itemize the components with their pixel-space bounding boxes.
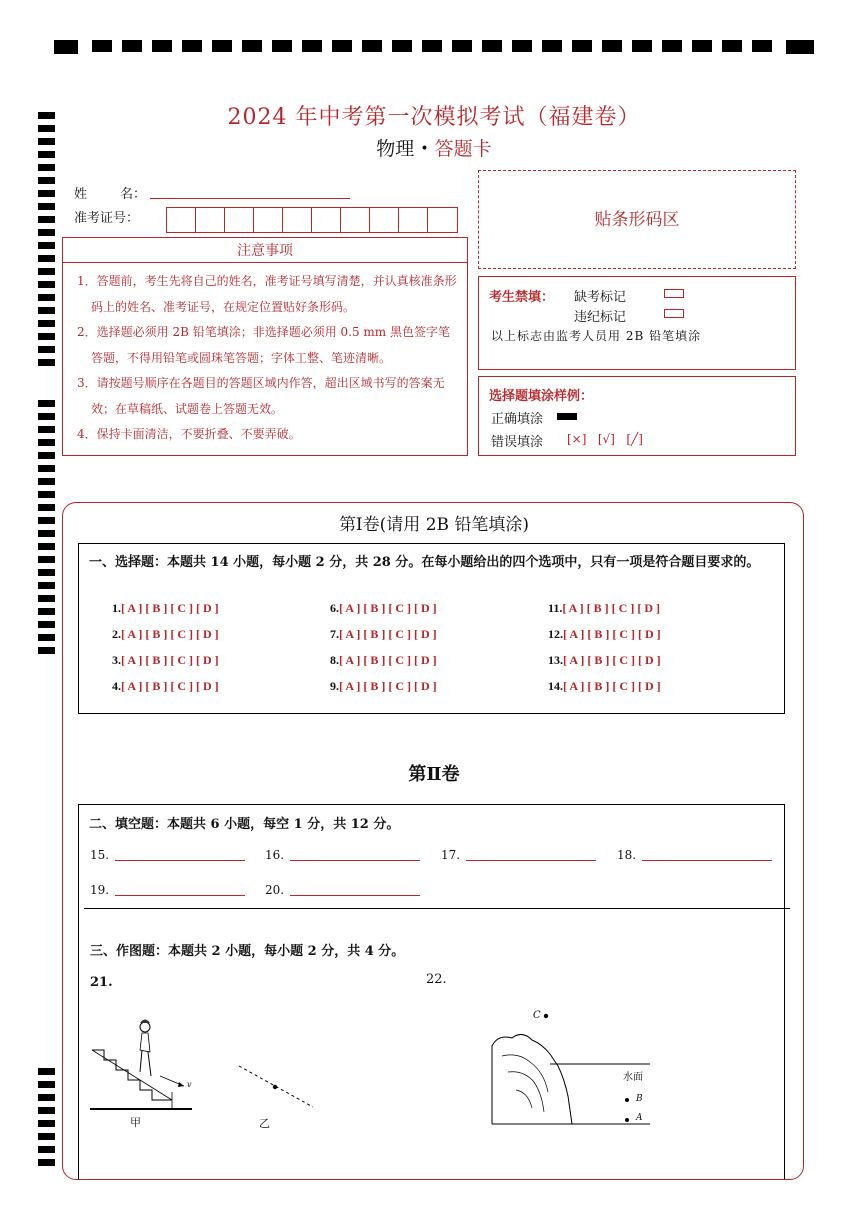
answer-blank-20[interactable]: 20. — [265, 883, 420, 897]
mc-question[interactable]: 9.[ A ] [ B ] [ C ] [ D ] — [330, 679, 437, 693]
violation-checkbox[interactable] — [664, 309, 684, 318]
correct-fill-label: 正确填涂 — [491, 412, 544, 427]
point-b-label: B — [636, 1094, 643, 1104]
figure-jia-label: 甲 — [130, 1116, 141, 1129]
mc-question[interactable]: 1.[ A ] [ B ] [ C ] [ D ] — [112, 601, 219, 615]
divider — [84, 908, 790, 909]
mc-question[interactable]: 11.[ A ] [ B ] [ C ] [ D ] — [548, 601, 660, 615]
notice-item: 2．选择题必须用 2B 铅笔填涂；非选择题必须用 0.5 mm 黑色签字笔答题，不得用铅笔或圆珠笔答题；字体工整、笔迹清晰。 — [77, 325, 451, 365]
notice-box — [62, 263, 468, 456]
answer-blank-17[interactable]: 17. — [441, 848, 596, 862]
barcode-area — [478, 170, 796, 269]
wrong-fill-samples: [×] [√] [╱] — [567, 432, 643, 446]
figure-yi-label: 乙 — [259, 1117, 270, 1130]
answer-card-label: 答题卡 — [434, 138, 492, 160]
absent-label: 缺考标记 — [574, 290, 627, 305]
violation-label: 违纪标记 — [574, 310, 627, 325]
wrong-fill-label: 错误填涂 — [491, 435, 544, 450]
mc-question[interactable]: 3.[ A ] [ B ] [ C ] [ D ] — [112, 653, 219, 667]
answer-blank-18[interactable]: 18. — [617, 848, 772, 862]
mc-instructions: 一、选择题：本题共 14 小题，每小题 2 分，共 28 分。在每小题给出的四个选项中，只有一项是符合题目要求的。 — [89, 555, 760, 570]
absent-checkbox[interactable] — [664, 289, 684, 298]
timing-marks-top — [54, 40, 814, 54]
q22-label: 22. — [426, 972, 447, 987]
forbidden-box — [478, 276, 796, 370]
water-surface-label: 水面 — [623, 1072, 643, 1083]
point-a-label: A — [636, 1113, 643, 1123]
id-label: 准考证号： — [74, 211, 140, 226]
dot-separator: • — [420, 141, 429, 157]
fill-example-title: 选择题填涂样例： — [489, 389, 594, 404]
mc-question[interactable]: 6.[ A ] [ B ] [ C ] [ D ] — [330, 601, 437, 615]
timing-marks-side-3 — [38, 1068, 55, 1172]
mirror-line-figure — [235, 1060, 317, 1112]
page-title: 2024 年中考第一次模拟考试（福建卷） — [227, 105, 641, 130]
correct-fill-sample — [557, 413, 577, 420]
notice-title: 注意事项 — [62, 237, 468, 263]
drawing-header: 三、作图题：本题共 2 小题，每小题 2 分，共 4 分。 — [90, 944, 405, 959]
mc-question[interactable]: 2.[ A ] [ B ] [ C ] [ D ] — [112, 627, 219, 641]
stairs-girl-figure — [88, 1010, 198, 1114]
exam-id-grid[interactable] — [166, 207, 458, 233]
section1-title: 第Ⅰ卷(请用 2B 铅笔填涂) — [338, 515, 530, 535]
mc-question[interactable]: 4.[ A ] [ B ] [ C ] [ D ] — [112, 679, 219, 693]
name-label: 姓 名： — [74, 187, 147, 202]
name-field[interactable] — [150, 198, 350, 199]
answer-blank-19[interactable]: 19. — [90, 883, 245, 897]
mc-question[interactable]: 12.[ A ] [ B ] [ C ] [ D ] — [548, 627, 661, 641]
q21-label: 21. — [90, 975, 113, 990]
barcode-area-label: 贴条形码区 — [594, 210, 680, 230]
page-subtitle — [0, 134, 868, 161]
fill-blank-header: 二、填空题：本题共 6 小题，每空 1 分，共 12 分。 — [89, 817, 400, 832]
velocity-label: v — [187, 1080, 192, 1089]
mc-question[interactable]: 7.[ A ] [ B ] [ C ] [ D ] — [330, 627, 437, 641]
fill-example-box — [478, 376, 796, 456]
notice-item: 1．答题前，考生先将自己的姓名，准考证号填写清楚，并认真核准条形码上的姓名、准考证号，在规定位置贴好条形码。 — [77, 274, 457, 314]
mc-question[interactable]: 14.[ A ] [ B ] [ C ] [ D ] — [548, 679, 661, 693]
notice-item: 4．保持卡面清洁，不要折叠、不要弄破。 — [77, 427, 301, 441]
answer-blank-15[interactable]: 15. — [90, 848, 245, 862]
point-c-label: C — [533, 1010, 541, 1021]
notice-item: 3．请按题号顺序在各题目的答题区域内作答，超出区域书写的答案无效；在草稿纸、试题卷上答题无效。 — [77, 376, 445, 416]
subject-label: 物理 — [376, 138, 415, 160]
mc-question[interactable]: 13.[ A ] [ B ] [ C ] [ D ] — [548, 653, 661, 667]
answer-blank-16[interactable]: 16. — [265, 848, 420, 862]
mc-question[interactable]: 8.[ A ] [ B ] [ C ] [ D ] — [330, 653, 437, 667]
forbidden-note: 以上标志由监考人员用 2B 铅笔填涂 — [491, 329, 702, 343]
section2-title: 第Ⅱ卷 — [408, 764, 460, 785]
forbidden-title: 考生禁填： — [489, 290, 555, 305]
